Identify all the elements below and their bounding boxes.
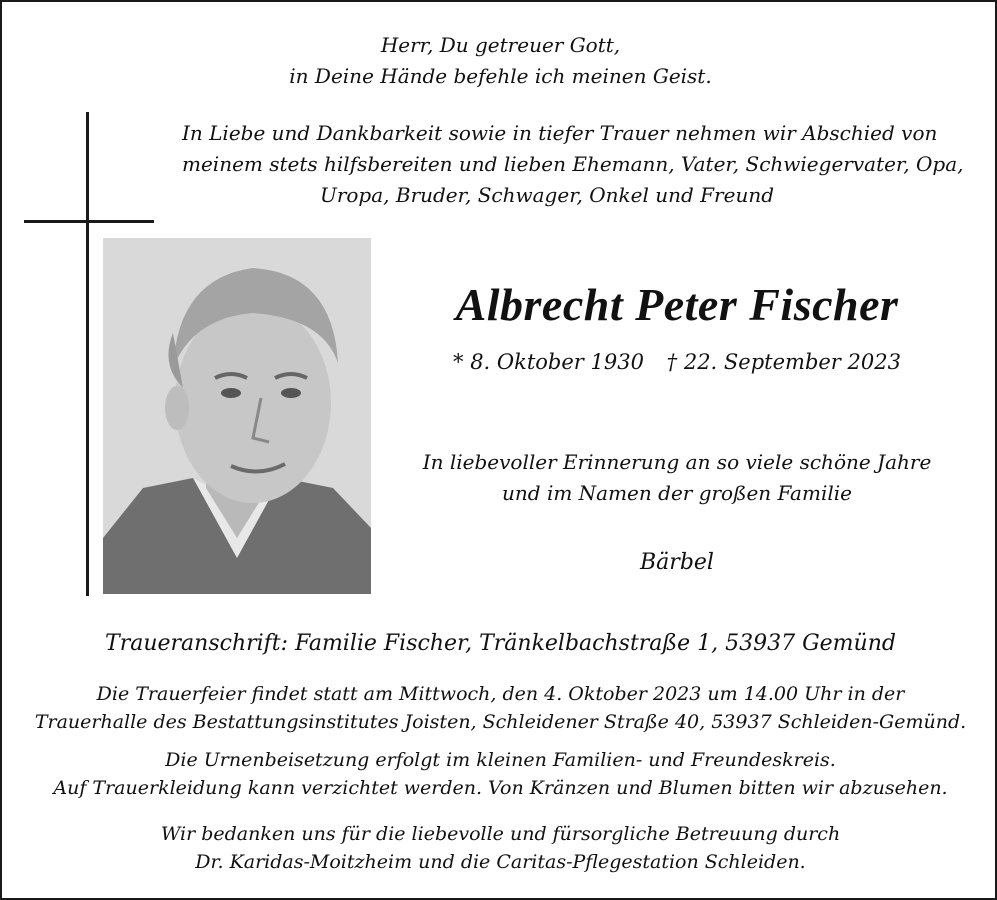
urn-burial-info: [2, 746, 997, 802]
thanks-note: [2, 820, 997, 876]
verse-line: Herr, Du getreuer Gott,: [380, 33, 621, 57]
ceremony-line: Die Trauerfeier findet statt am Mittwoch, den 4. Oktober 2023 um 14.00 Uhr in der: [96, 683, 905, 705]
birth-date: * 8. Oktober 1930: [453, 350, 644, 374]
cross-icon-horizontal: [24, 220, 154, 223]
portrait-photo: [103, 238, 371, 594]
signer-name: Bärbel: [640, 550, 714, 575]
urn-line: Auf Trauerkleidung kann verzichtet werden. Von Kränzen und Blumen bitten wir abzusehen.: [53, 777, 948, 799]
verse-line: in Deine Hände befehle ich meinen Geist.: [289, 64, 712, 88]
intro-line: meinem stets hilfsbereiten und lieben Ehemann, Vater, Schwiegervater, Opa,: [182, 152, 964, 176]
funeral-ceremony-info: [2, 680, 997, 736]
intro-line: In Liebe und Dankbarkeit sowie in tiefer Trauer nehmen wir Abschied von: [182, 121, 938, 145]
memory-line: In liebevoller Erinnerung an so viele schöne Jahre: [422, 450, 932, 474]
memory-line: und im Namen der großen Familie: [502, 481, 852, 505]
life-dates: [442, 350, 912, 374]
memory-text: [422, 447, 932, 509]
cross-icon-vertical: [86, 112, 89, 596]
intro-line: Uropa, Bruder, Schwager, Onkel und Freund: [319, 183, 775, 207]
farewell-intro: [182, 118, 964, 211]
thanks-line: Dr. Karidas-Moitzheim und die Caritas-Pflegestation Schleiden.: [195, 851, 806, 873]
urn-line: Die Urnenbeisetzung erfolgt im kleinen Familien- und Freundeskreis.: [165, 749, 836, 771]
mourning-address: Traueranschrift: Familie Fischer, Tränkelbachstraße 1, 53937 Gemünd: [105, 631, 896, 656]
bible-verse: [2, 30, 997, 92]
deceased-name: Albrecht Peter Fischer: [455, 279, 899, 330]
death-date: † 22. September 2023: [666, 350, 901, 374]
thanks-line: Wir bedanken uns für die liebevolle und fürsorgliche Betreuung durch: [160, 823, 841, 845]
ceremony-line: Trauerhalle des Bestattungsinstitutes Joisten, Schleidener Straße 40, 53937 Schleiden-Gemünd.: [34, 711, 967, 733]
